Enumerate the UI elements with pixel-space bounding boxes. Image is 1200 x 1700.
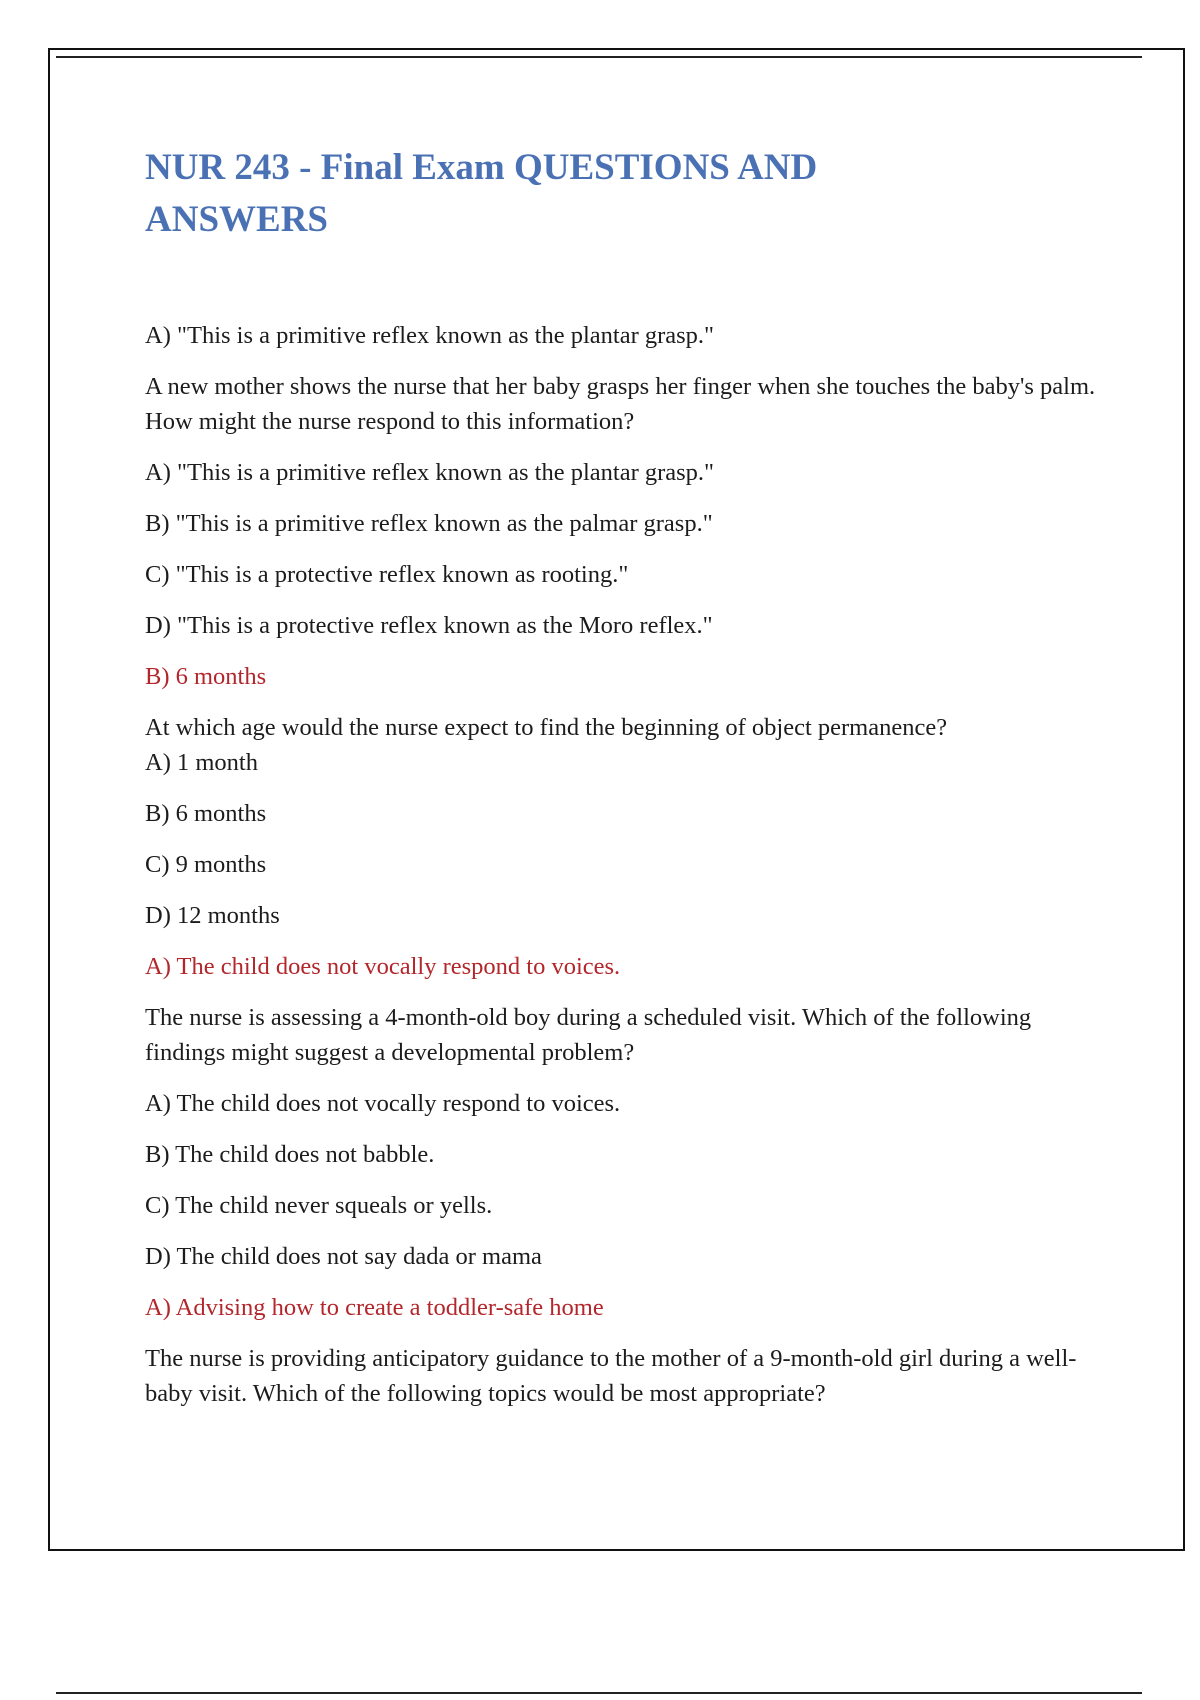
question-text: The nurse is providing anticipatory guidance to the mother of a 9-month-old girl during a well-baby visit. Which of the following topics would be most appropriate? <box>145 1345 1077 1407</box>
option-d: D) The child does not say dada or mama <box>145 1243 542 1270</box>
bottom-rule <box>56 1692 1142 1694</box>
option-a: A) 1 month <box>145 749 258 776</box>
answer-text: A) The child does not vocally respond to voices. <box>145 953 621 980</box>
answer-text: B) 6 months <box>145 663 267 690</box>
question-text: At which age would the nurse expect to find the beginning of object permanence? <box>145 714 948 741</box>
option-b: B) The child does not babble. <box>145 1141 435 1168</box>
option-b: B) 6 months <box>145 800 267 827</box>
option-d: D) 12 months <box>145 902 280 929</box>
option-d: D) "This is a protective reflex known as the Moro reflex." <box>145 612 713 639</box>
option-a: A) The child does not vocally respond to voices. <box>145 1090 621 1117</box>
lead-answer: A) "This is a primitive reflex known as the plantar grasp." <box>145 322 715 349</box>
question-text: A new mother shows the nurse that her baby grasps her finger when she touches the baby's palm. How might the nurse respond to this information? <box>145 373 1096 435</box>
option-c: C) The child never squeals or yells. <box>145 1192 493 1219</box>
option-c: C) "This is a protective reflex known as rooting." <box>145 561 629 588</box>
document-body <box>145 142 1105 1427</box>
answer-text: A) Advising how to create a toddler-safe home <box>145 1294 604 1321</box>
page-title: NUR 243 - Final Exam QUESTIONS AND ANSWERS <box>145 147 818 240</box>
option-a: A) "This is a primitive reflex known as the plantar grasp." <box>145 459 715 486</box>
question-text: The nurse is assessing a 4-month-old boy during a scheduled visit. Which of the following findings might suggest a developmental problem? <box>145 1004 1032 1066</box>
option-b: B) "This is a primitive reflex known as the palmar grasp." <box>145 510 713 537</box>
option-c: C) 9 months <box>145 851 267 878</box>
top-rule <box>56 56 1142 58</box>
